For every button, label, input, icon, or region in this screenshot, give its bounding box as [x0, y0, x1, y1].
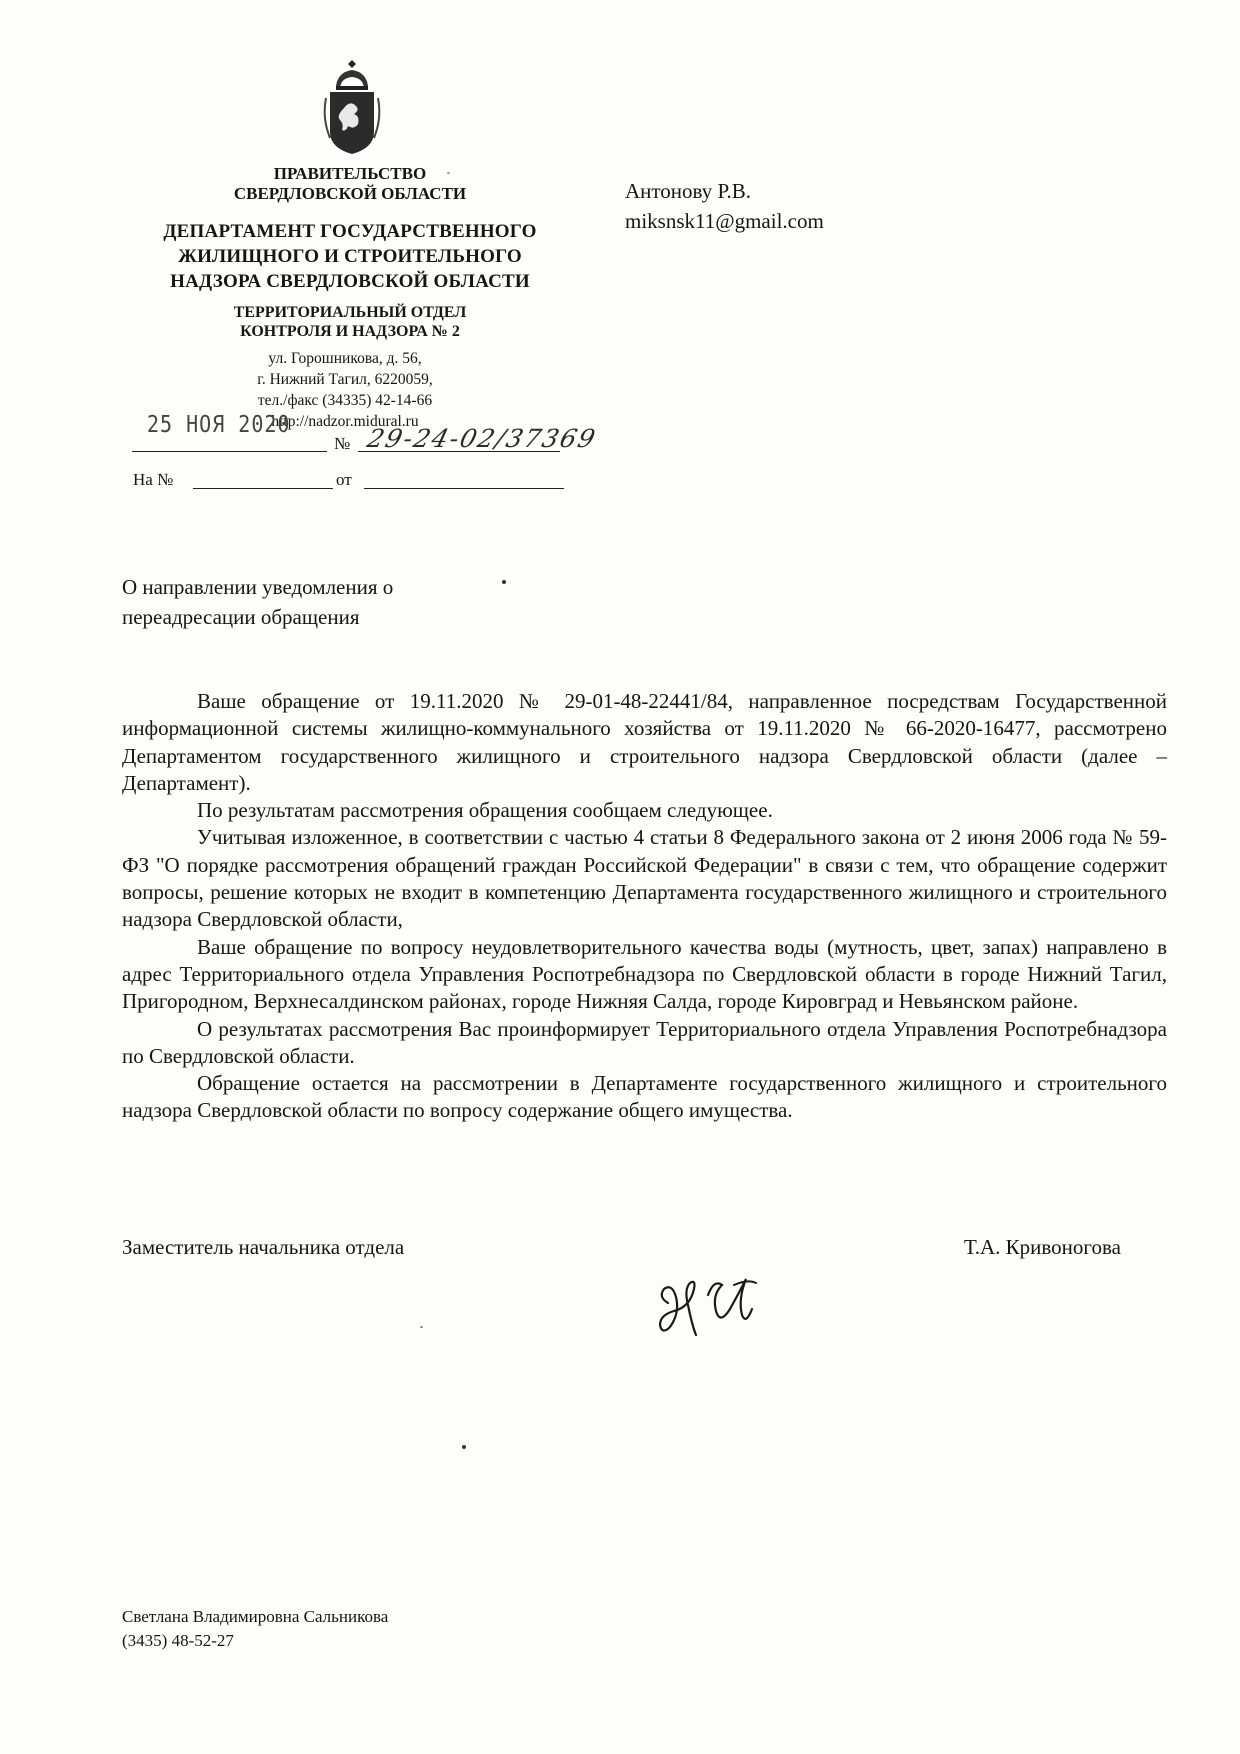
- subject: [122, 572, 522, 632]
- address-city: г. Нижний Тагил, 6220059,: [257, 371, 433, 388]
- body-paragraph: Ваше обращение по вопросу неудовлетворительного качества воды (мутность, цвет, запах) направлено в адрес Территориального отдела Управления Роспотребнадзора по Свердловской области в городе Нижний Тагил, Пригородном, Верхнесалдинском районах, городе Нижняя Салда, городе Кировград и Невьянском районе.: [122, 934, 1167, 1014]
- subject-line-1: О направлении уведомления о: [122, 575, 394, 599]
- department-line-3: НАДЗОРА СВЕРДЛОВСКОЙ ОБЛАСТИ: [170, 271, 530, 292]
- office-line-1: ТЕРРИТОРИАЛЬНЫЙ ОТДЕЛ: [233, 304, 467, 321]
- body-paragraph: Учитывая изложенное, в соответствии с частью 4 статьи 8 Федерального закона от 2 июня 2006 года № 59-ФЗ "О порядке рассмотрения обращений граждан Российской Федерации" в связи с тем, что обращение содержит вопросы, решение которых не входит в компетенцию Департамента государственного жилищного и строительного надзора Свердловской области,: [122, 825, 1167, 932]
- recipient-block: [625, 176, 824, 236]
- ref-number-label: На №: [133, 470, 174, 489]
- address-street: ул. Горошникова, д. 56,: [268, 350, 422, 367]
- scan-speck: [462, 1445, 466, 1449]
- body-paragraph: По результатам рассмотрения обращения сообщаем следующее.: [197, 798, 773, 823]
- department-line-2: ЖИЛИЩНОГО И СТРОИТЕЛЬНОГО: [178, 246, 522, 267]
- scan-speck: [420, 1326, 423, 1328]
- government-name: [148, 164, 552, 204]
- executor-block: [122, 1605, 388, 1653]
- recipient-email: miksnsk11@gmail.com: [625, 209, 824, 233]
- department-name: [130, 219, 570, 294]
- government-line-2: СВЕРДЛОВСКОЙ ОБЛАСТИ: [233, 184, 467, 203]
- address-website: http://nadzor.midural.ru: [271, 413, 419, 430]
- reg-number: 29-24-02/37369: [364, 424, 600, 453]
- office-name: [170, 303, 530, 341]
- address-phone: тел./факс (34335) 42-14-66: [257, 392, 433, 409]
- office-line-2: КОНТРОЛЯ И НАДЗОРА № 2: [240, 323, 460, 340]
- scan-speck: [447, 172, 450, 174]
- body-paragraph: Обращение остается на рассмотрении в Департаменте государственного жилищного и строительного надзора Свердловской области по вопросу содержание общего имущества.: [122, 1071, 1167, 1123]
- signer-name: Т.А. Кривоногова: [964, 1235, 1121, 1259]
- body-paragraph: О результатах рассмотрения Вас проинформирует Территориального отдела Управления Роспотребнадзора по Свердловской области.: [122, 1016, 1167, 1068]
- ref-date-line: [364, 488, 564, 489]
- date-line: [132, 451, 327, 452]
- department-line-1: ДЕПАРТАМЕНТ ГОСУДАРСТВЕННОГО: [163, 221, 537, 242]
- executor-name: Светлана Владимировна Сальникова: [122, 1607, 389, 1626]
- signer-title: Заместитель начальника отдела: [122, 1235, 405, 1259]
- subject-line-2: переадресации обращения: [122, 605, 360, 629]
- reg-number-label: №: [334, 434, 351, 453]
- handwritten-signature-icon: [650, 1255, 790, 1350]
- ref-date-label: от: [336, 470, 352, 489]
- executor-phone: (3435) 48-52-27: [122, 1631, 234, 1650]
- letter-body: [122, 688, 1167, 1125]
- recipient-name: Антонову Р.В.: [625, 179, 752, 203]
- body-paragraph: Ваше обращение от 19.11.2020 № 29-01-48-22441/84, направленное посредствам Государственной информационной системы жилищно-коммунального хозяйства от 19.11.2020 № 66-2020-16477, рассмотрено Департаментом государственного жилищного и строительного надзора Свердловской области (далее – Департамент).: [122, 689, 1167, 795]
- coat-of-arms-icon: [322, 58, 382, 158]
- scan-speck: [502, 580, 506, 584]
- date-stamp: 25 НОЯ 2020: [147, 410, 291, 438]
- government-line-1: ПРАВИТЕЛЬСТВО: [273, 164, 427, 183]
- ref-number-line: [193, 488, 333, 489]
